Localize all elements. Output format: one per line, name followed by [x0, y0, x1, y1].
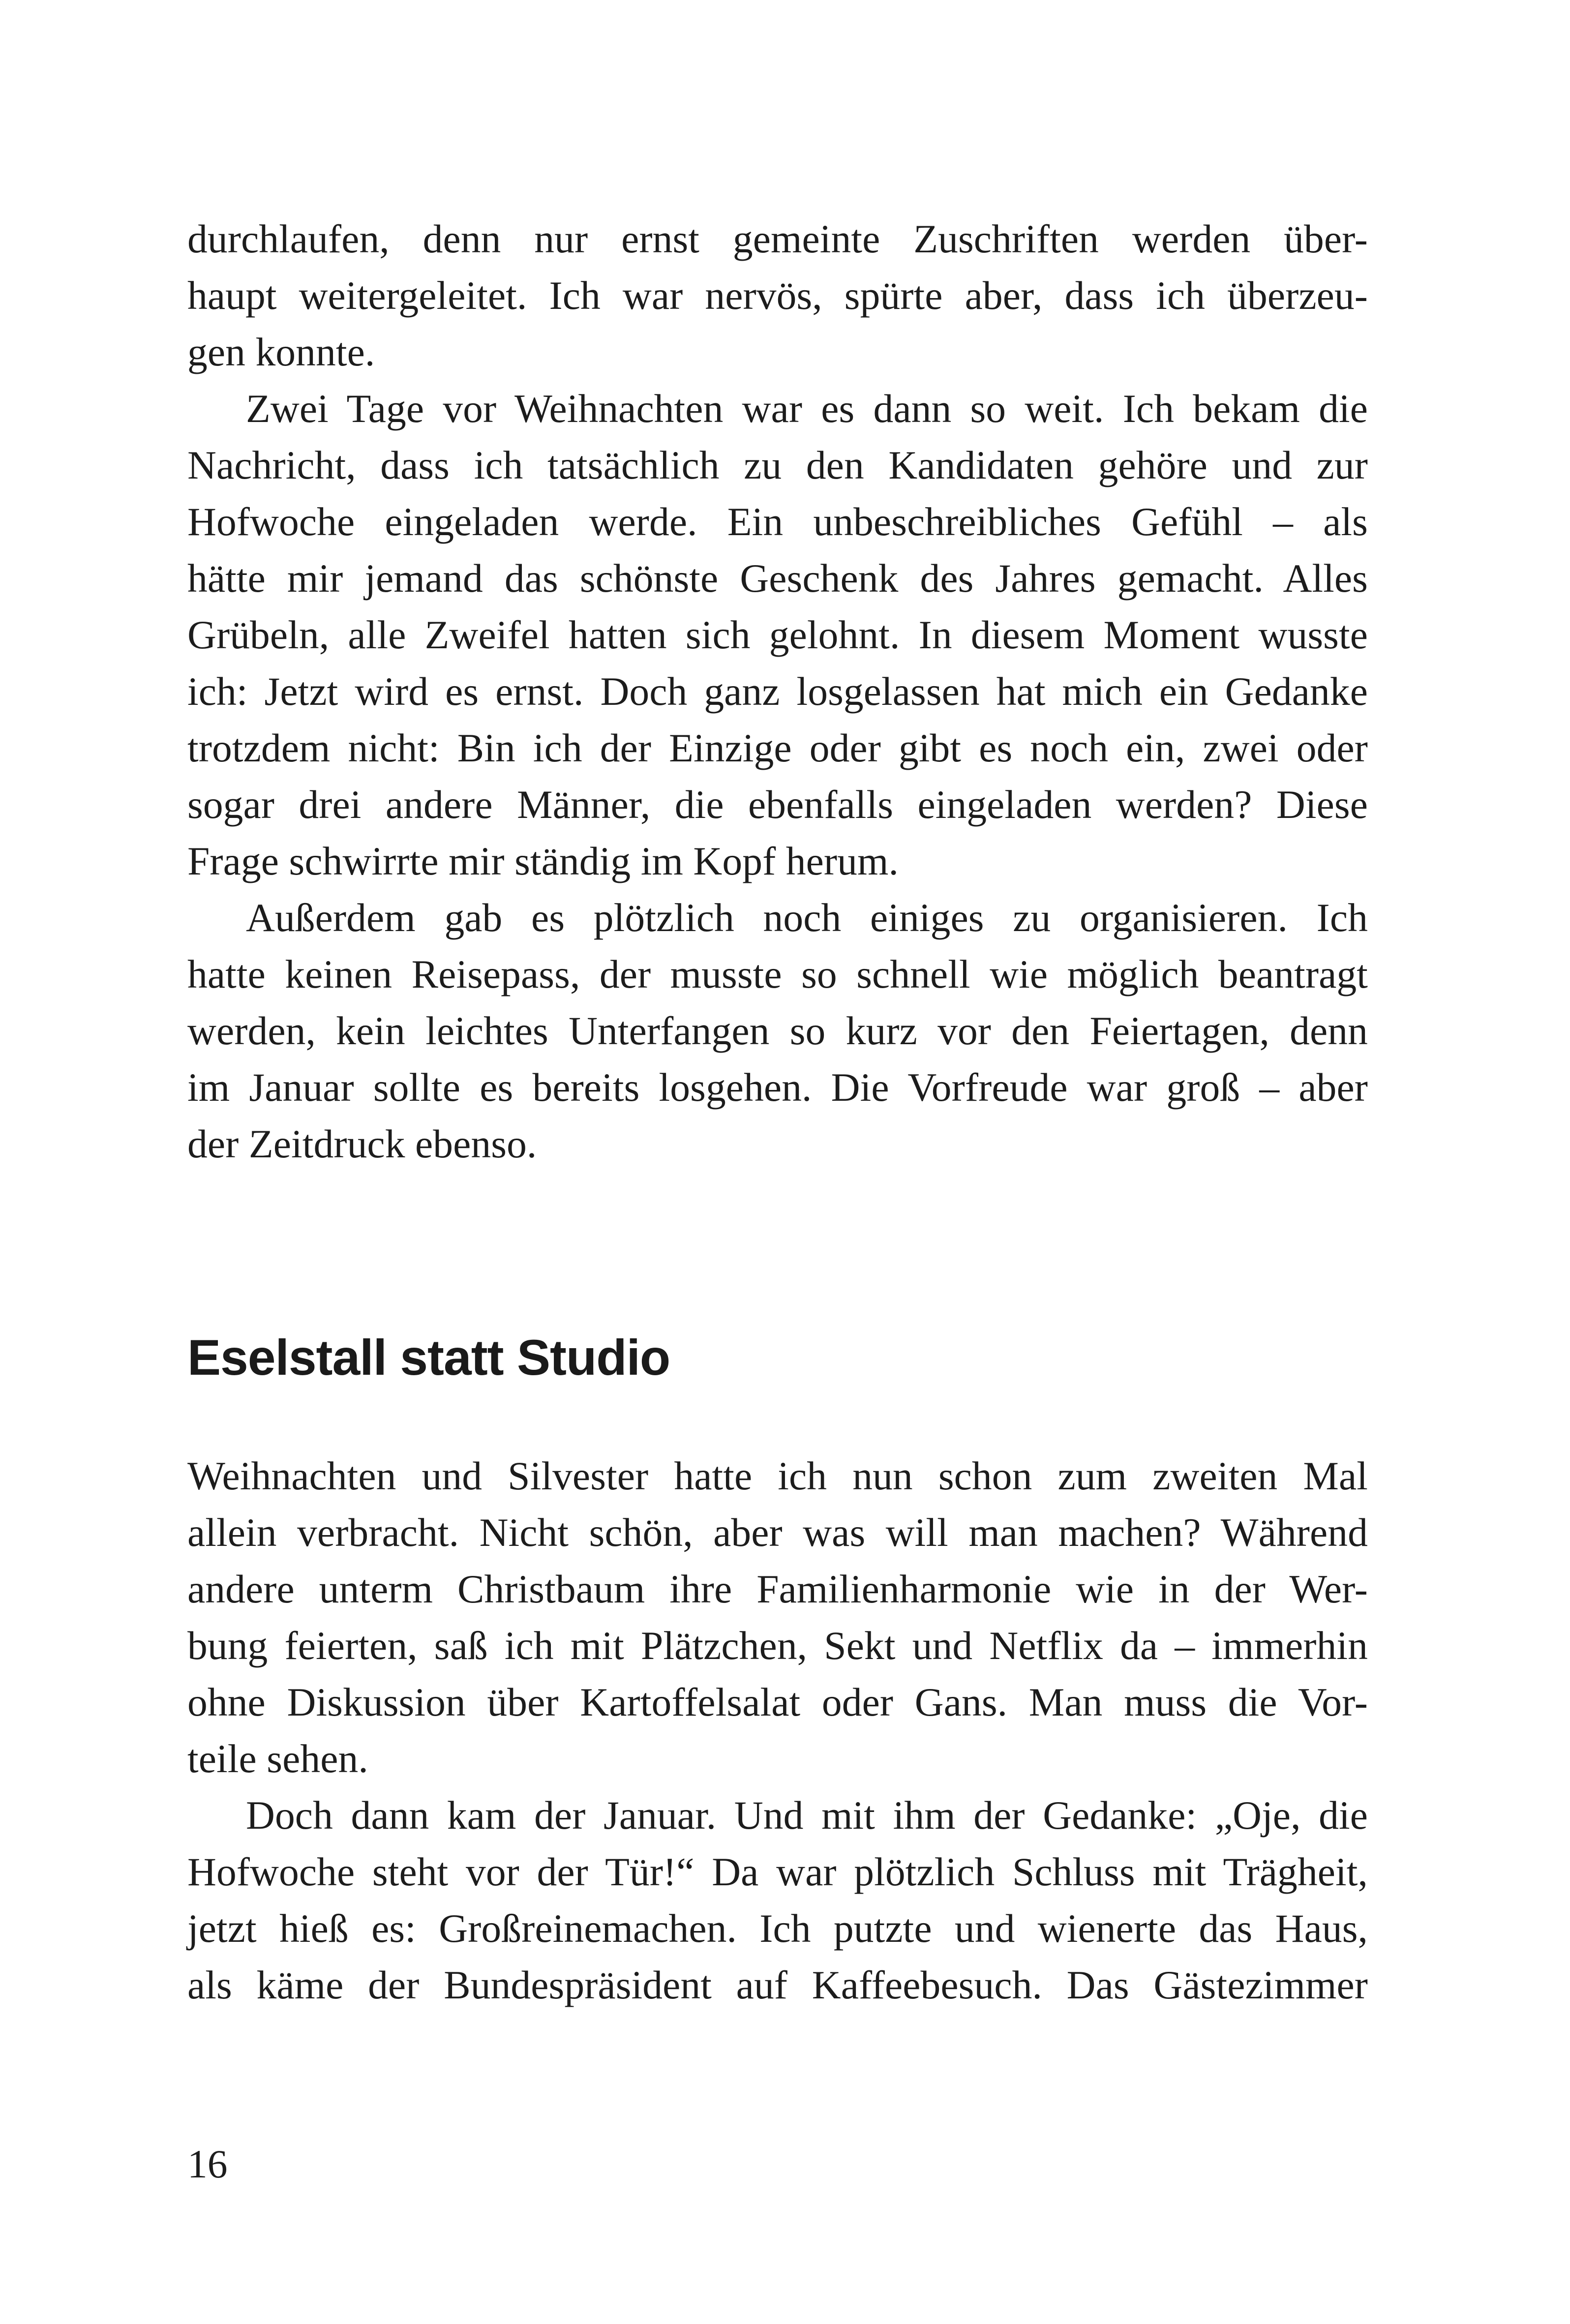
- text-line: allein verbracht. Nicht schön, aber was will man machen? Während: [187, 1510, 1368, 1555]
- text-line: Grübeln, alle Zweifel hatten sich gelohnt. In diesem Moment wusste: [187, 612, 1368, 657]
- text-line: Frage schwirrte mir ständig im Kopf herum.: [187, 839, 899, 883]
- text-line: hätte mir jemand das schönste Geschenk des Jahres gemacht. Alles: [187, 556, 1368, 601]
- text-line: Zwei Tage vor Weihnachten war es dann so weit. Ich bekam die: [246, 386, 1368, 431]
- text-line: teile sehen.: [187, 1736, 368, 1781]
- text-line: als käme der Bundespräsident auf Kaffeebesuch. Das Gästezimmer: [187, 1962, 1368, 2007]
- text-line: Hofwoche steht vor der Tür!“ Da war plötzlich Schluss mit Trägheit,: [187, 1849, 1368, 1894]
- section-heading: Eselstall statt Studio: [187, 1329, 670, 1386]
- text-line: sogar drei andere Männer, die ebenfalls eingeladen werden? Diese: [187, 782, 1368, 827]
- text-line: Nachricht, dass ich tatsächlich zu den Kandidaten gehöre und zur: [187, 443, 1368, 487]
- text-line: bung feierten, saß ich mit Plätzchen, Sekt und Netflix da – immerhin: [187, 1623, 1368, 1668]
- text-line: Doch dann kam der Januar. Und mit ihm der Gedanke: „Oje, die: [246, 1793, 1368, 1838]
- text-line: ich: Jetzt wird es ernst. Doch ganz losgelassen hat mich ein Gedanke: [187, 669, 1368, 714]
- text-line: hatte keinen Reisepass, der musste so schnell wie möglich beantragt: [187, 952, 1368, 996]
- text-line: der Zeitdruck ebenso.: [187, 1121, 537, 1166]
- text-line: Hofwoche eingeladen werde. Ein unbeschreibliches Gefühl – als: [187, 499, 1368, 544]
- text-line: trotzdem nicht: Bin ich der Einzige oder gibt es noch ein, zwei oder: [187, 725, 1368, 770]
- text-line: durchlaufen, denn nur ernst gemeinte Zuschriften werden über-: [187, 216, 1368, 261]
- text-line: werden, kein leichtes Unterfangen so kurz vor den Feiertagen, denn: [187, 1008, 1368, 1053]
- page-number: 16: [187, 2142, 228, 2186]
- text-line: haupt weitergeleitet. Ich war nervös, spürte aber, dass ich überzeu-: [187, 273, 1368, 318]
- text-line: Außerdem gab es plötzlich noch einiges zu organisieren. Ich: [246, 895, 1368, 940]
- text-line: gen konnte.: [187, 330, 375, 374]
- text-line: im Januar sollte es bereits losgehen. Die Vorfreude war groß – aber: [187, 1065, 1368, 1110]
- text-line: jetzt hieß es: Großreinemachen. Ich putzte und wienerte das Haus,: [187, 1906, 1368, 1951]
- text-line: andere unterm Christbaum ihre Familienharmonie wie in der Wer-: [187, 1567, 1368, 1611]
- text-line: Weihnachten und Silvester hatte ich nun schon zum zweiten Mal: [187, 1453, 1368, 1498]
- text-line: ohne Diskussion über Kartoffelsalat oder Gans. Man muss die Vor-: [187, 1680, 1368, 1724]
